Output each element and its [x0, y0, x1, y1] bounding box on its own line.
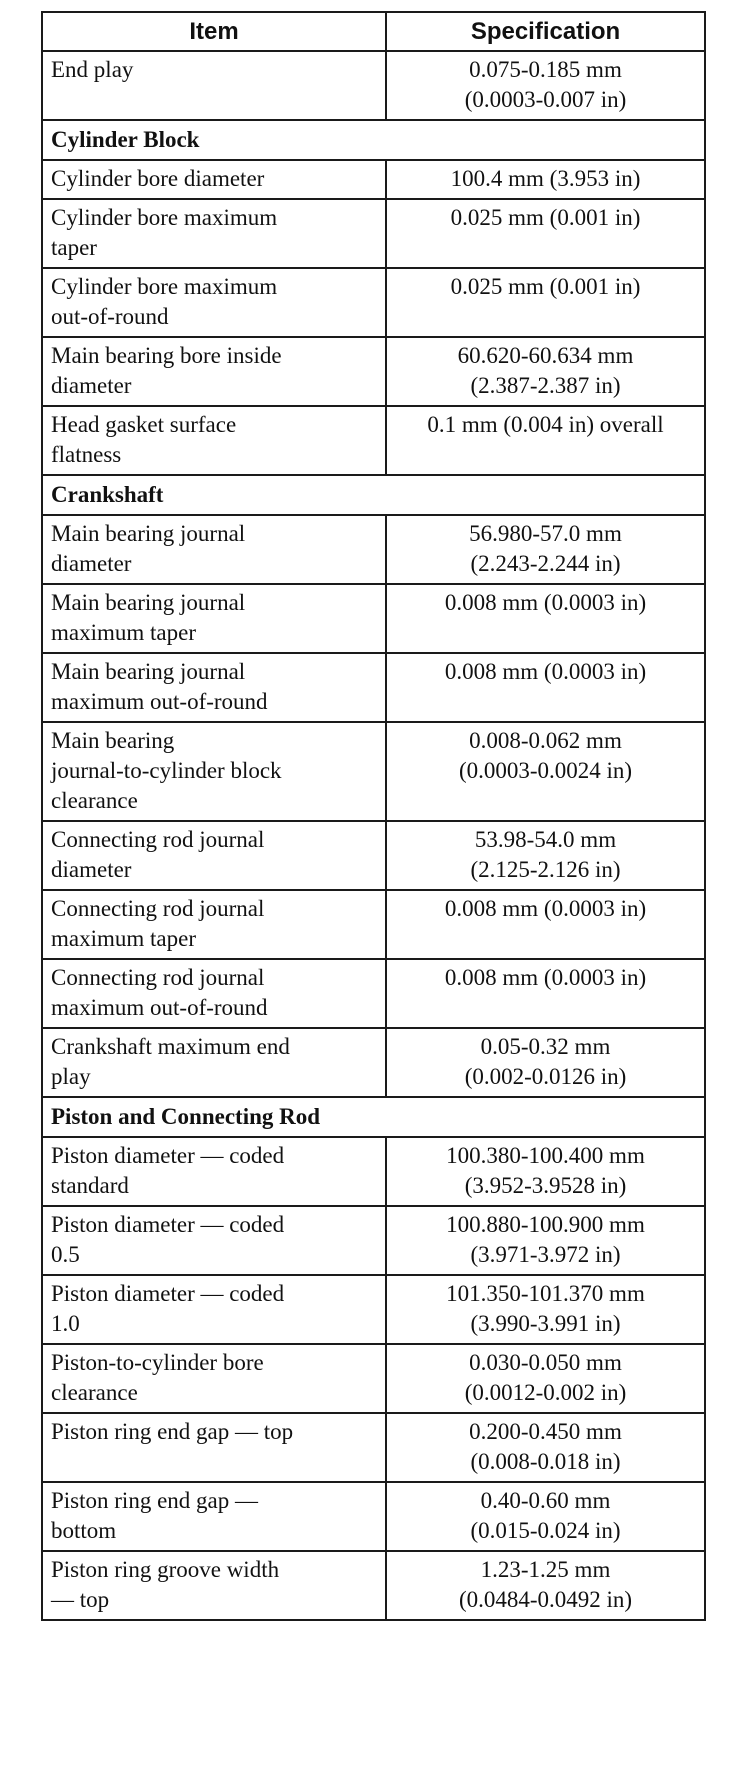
specification-text-line: 0.40-0.60 mm — [480, 1488, 611, 1513]
table-row — [42, 584, 705, 653]
section-header-row — [42, 475, 705, 515]
table-row — [42, 722, 705, 821]
specification-cell — [386, 1275, 705, 1344]
item-cell — [42, 1137, 386, 1206]
item-text-line: 0.5 — [51, 1242, 80, 1267]
item-text-line: Piston diameter — coded — [51, 1143, 285, 1168]
item-text-line: maximum taper — [51, 620, 196, 645]
table-row — [42, 890, 705, 959]
item-cell — [42, 515, 386, 584]
item-text-line: Piston ring end gap — — [51, 1488, 258, 1513]
column-header-specification: Specification — [386, 12, 705, 51]
item-text-line: Main bearing journal — [51, 659, 246, 684]
table-row — [42, 1137, 705, 1206]
item-text-line: Main bearing journal — [51, 590, 246, 615]
item-text-line: out-of-round — [51, 304, 169, 329]
specification-cell — [386, 160, 705, 199]
specification-text-line: (2.387-2.387 in) — [470, 373, 621, 398]
table-row — [42, 653, 705, 722]
specification-text-line: 0.075-0.185 mm — [469, 57, 622, 82]
specification-text-line: (0.015-0.024 in) — [470, 1518, 621, 1543]
specification-cell — [386, 337, 705, 406]
item-text-line: taper — [51, 235, 97, 260]
table-row — [42, 1551, 705, 1620]
specification-text-line: 0.030-0.050 mm — [469, 1350, 622, 1375]
item-text-line: play — [51, 1064, 91, 1089]
table-row — [42, 268, 705, 337]
item-cell — [42, 406, 386, 475]
item-text-line: Cylinder bore maximum — [51, 205, 278, 230]
item-text-line: Connecting rod journal — [51, 896, 265, 921]
specification-text-line: 60.620-60.634 mm — [457, 343, 634, 368]
section-title: Piston and Connecting Rod — [42, 1097, 705, 1137]
specification-text-line: 100.4 mm (3.953 in) — [450, 166, 641, 191]
item-text-line: Piston ring groove width — [51, 1557, 280, 1582]
item-cell — [42, 959, 386, 1028]
specification-table — [41, 11, 706, 1621]
specification-text-line: (0.0484-0.0492 in) — [458, 1587, 633, 1612]
specification-text-line: 1.23-1.25 mm — [480, 1557, 611, 1582]
item-cell — [42, 653, 386, 722]
item-cell — [42, 337, 386, 406]
item-text-line: Connecting rod journal — [51, 965, 265, 990]
specification-text-line: (0.008-0.018 in) — [470, 1449, 621, 1474]
specification-text-line: 100.880-100.900 mm — [446, 1212, 645, 1237]
table-row — [42, 337, 705, 406]
table-row — [42, 1482, 705, 1551]
item-text-line: clearance — [51, 1380, 138, 1405]
specification-cell — [386, 890, 705, 959]
section-title: Crankshaft — [42, 475, 705, 515]
specification-text-line: 0.008 mm (0.0003 in) — [444, 659, 647, 684]
specification-cell — [386, 1413, 705, 1482]
specification-cell — [386, 722, 705, 821]
item-text-line: Piston ring end gap — top — [51, 1419, 294, 1444]
specification-text-line: 100.380-100.400 mm — [446, 1143, 645, 1168]
item-cell — [42, 1344, 386, 1413]
specification-text-line: (3.971-3.972 in) — [470, 1242, 621, 1267]
item-cell — [42, 199, 386, 268]
specification-text-line: 0.200-0.450 mm — [469, 1419, 622, 1444]
item-text-line: diameter — [51, 373, 132, 398]
item-text-line: flatness — [51, 442, 122, 467]
item-text-line: maximum taper — [51, 926, 196, 951]
specification-cell — [386, 51, 705, 120]
specification-text-line: (0.0003-0.0024 in) — [458, 758, 633, 783]
specification-text-line: (2.125-2.126 in) — [470, 857, 621, 882]
specification-cell — [386, 1028, 705, 1097]
item-text-line: Head gasket surface — [51, 412, 237, 437]
item-cell — [42, 160, 386, 199]
item-cell — [42, 890, 386, 959]
table-row — [42, 1028, 705, 1097]
specification-cell — [386, 1551, 705, 1620]
table-body — [42, 51, 705, 1620]
specification-cell — [386, 406, 705, 475]
item-text-line: Connecting rod journal — [51, 827, 265, 852]
item-cell — [42, 1206, 386, 1275]
item-text-line: maximum out-of-round — [51, 689, 268, 714]
item-text-line: End play — [51, 57, 134, 82]
section-header-row — [42, 1097, 705, 1137]
specification-text-line: 0.008 mm (0.0003 in) — [444, 896, 647, 921]
item-text-line: diameter — [51, 857, 132, 882]
table-row — [42, 51, 705, 120]
column-header-item: Item — [42, 12, 386, 51]
item-cell — [42, 1551, 386, 1620]
specification-cell — [386, 959, 705, 1028]
specification-text-line: 0.008-0.062 mm — [469, 728, 622, 753]
item-text-line: bottom — [51, 1518, 117, 1543]
item-text-line: 1.0 — [51, 1311, 80, 1336]
specification-cell — [386, 1206, 705, 1275]
item-cell — [42, 821, 386, 890]
specification-text-line: (2.243-2.244 in) — [470, 551, 621, 576]
item-cell — [42, 51, 386, 120]
specification-cell — [386, 1344, 705, 1413]
item-text-line: maximum out-of-round — [51, 995, 268, 1020]
section-header-row — [42, 120, 705, 160]
specification-cell — [386, 653, 705, 722]
item-text-line: Piston diameter — coded — [51, 1281, 285, 1306]
specification-cell — [386, 268, 705, 337]
specification-text-line: 0.008 mm (0.0003 in) — [444, 590, 647, 615]
specification-cell — [386, 1482, 705, 1551]
table-row — [42, 1413, 705, 1482]
specification-text-line: 0.025 mm (0.001 in) — [450, 205, 641, 230]
item-text-line: journal-to-cylinder block — [51, 758, 282, 783]
specification-text-line: (0.002-0.0126 in) — [464, 1064, 627, 1089]
specification-text-line: 0.05-0.32 mm — [480, 1034, 611, 1059]
table-row — [42, 1344, 705, 1413]
item-text-line: Piston diameter — coded — [51, 1212, 285, 1237]
specification-text-line: (3.990-3.991 in) — [470, 1311, 621, 1336]
table-row — [42, 1206, 705, 1275]
specification-cell — [386, 821, 705, 890]
specification-cell — [386, 584, 705, 653]
item-text-line: standard — [51, 1173, 129, 1198]
table-row — [42, 821, 705, 890]
specification-text-line: 101.350-101.370 mm — [446, 1281, 645, 1306]
specification-cell — [386, 515, 705, 584]
item-text-line: Main bearing — [51, 728, 175, 753]
specification-text-line: (0.0003-0.007 in) — [464, 87, 627, 112]
item-cell — [42, 1028, 386, 1097]
item-text-line: Cylinder bore diameter — [51, 166, 265, 191]
item-text-line: Piston-to-cylinder bore — [51, 1350, 264, 1375]
section-title: Cylinder Block — [42, 120, 705, 160]
specification-text-line: (0.0012-0.002 in) — [464, 1380, 627, 1405]
item-cell — [42, 1413, 386, 1482]
item-text-line: Cylinder bore maximum — [51, 274, 278, 299]
table-row — [42, 406, 705, 475]
item-cell — [42, 1482, 386, 1551]
table-row — [42, 160, 705, 199]
item-text-line: clearance — [51, 788, 138, 813]
item-cell — [42, 722, 386, 821]
table-row — [42, 199, 705, 268]
item-text-line: Crankshaft maximum end — [51, 1034, 290, 1059]
item-cell — [42, 268, 386, 337]
specification-text-line: 0.1 mm (0.004 in) overall — [427, 412, 664, 437]
item-cell — [42, 584, 386, 653]
specification-text-line: 53.98-54.0 mm — [474, 827, 617, 852]
specification-cell — [386, 199, 705, 268]
item-cell — [42, 1275, 386, 1344]
specification-text-line: 0.008 mm (0.0003 in) — [444, 965, 647, 990]
table-header-row — [42, 12, 705, 51]
item-text-line: diameter — [51, 551, 132, 576]
item-text-line: Main bearing journal — [51, 521, 246, 546]
table-row — [42, 515, 705, 584]
item-text-line: — top — [51, 1587, 110, 1612]
specification-cell — [386, 1137, 705, 1206]
specification-text-line: (3.952-3.9528 in) — [464, 1173, 627, 1198]
item-text-line: Main bearing bore inside — [51, 343, 282, 368]
specification-text-line: 0.025 mm (0.001 in) — [450, 274, 641, 299]
specification-text-line: 56.980-57.0 mm — [469, 521, 622, 546]
table-row — [42, 1275, 705, 1344]
table-row — [42, 959, 705, 1028]
